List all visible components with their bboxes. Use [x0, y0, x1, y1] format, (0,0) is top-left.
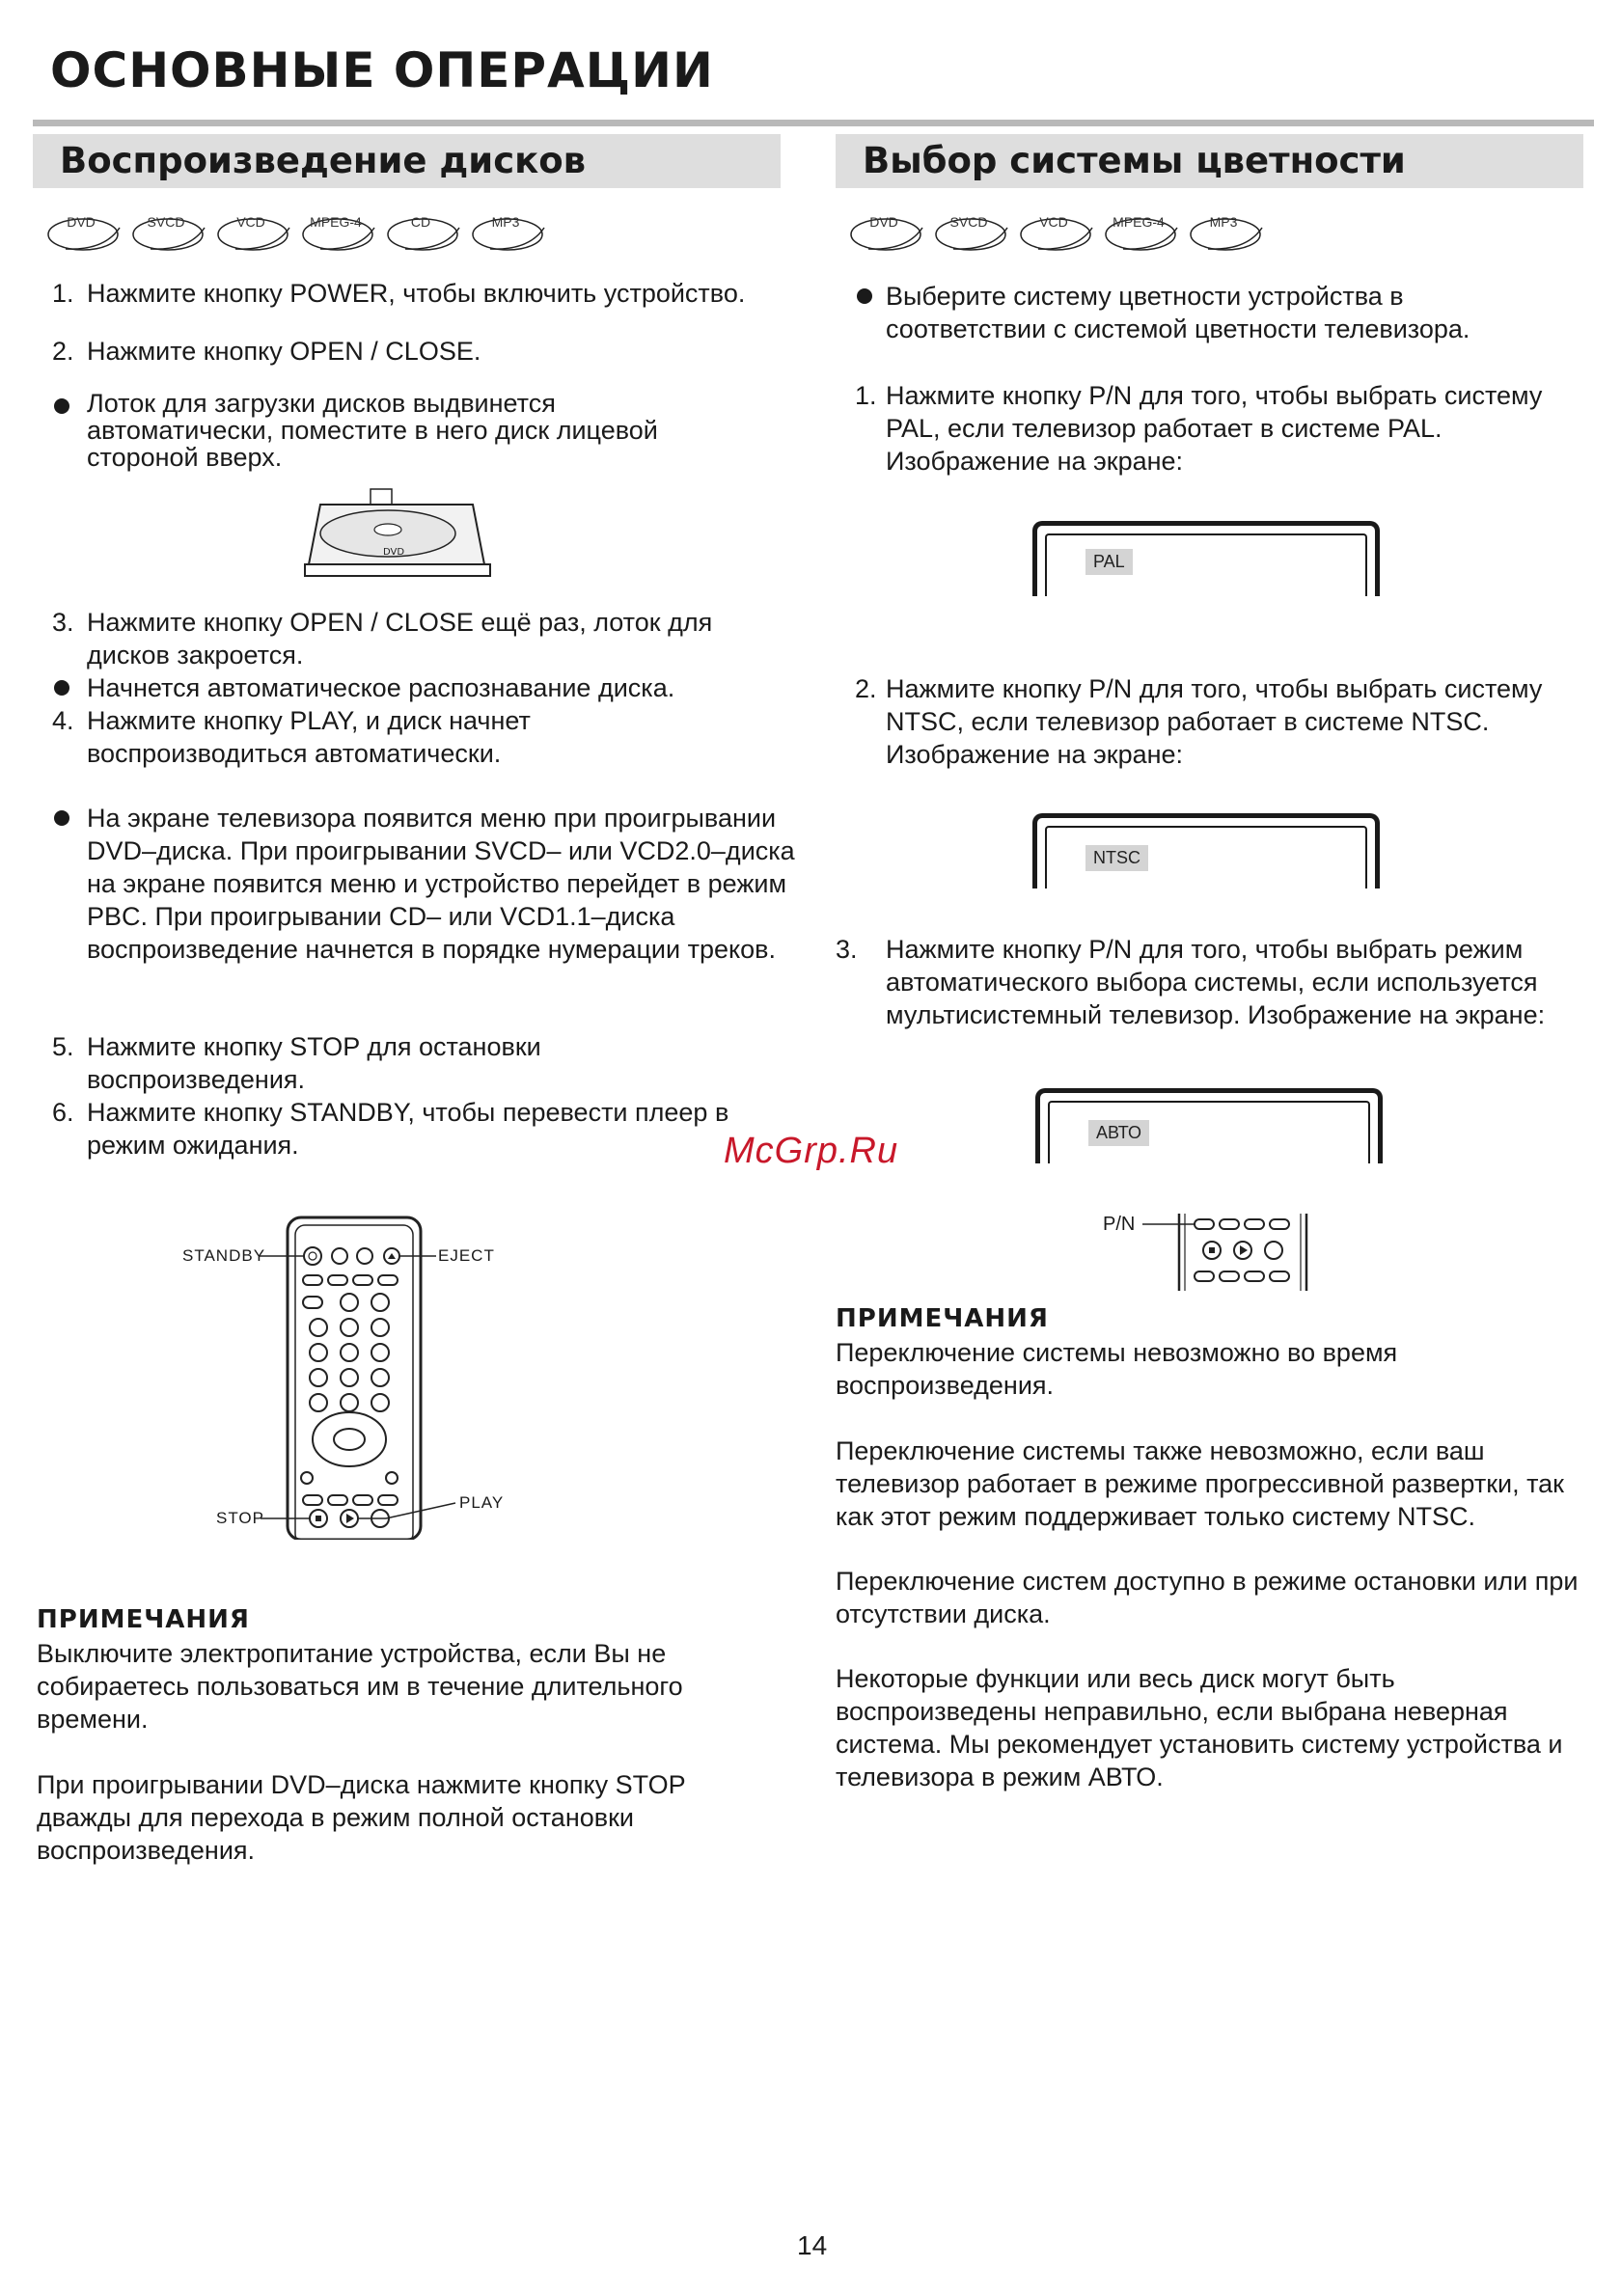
bullet-dot [54, 680, 69, 696]
disc-tray-illustration [301, 487, 494, 584]
osd-ntsc: NTSC [1085, 845, 1148, 871]
osd-auto: АВТО [1088, 1120, 1149, 1146]
step-4: 4. Нажмите кнопку PLAY, и диск начнет воспроизводиться автоматически. [52, 706, 531, 768]
right-note-1: Переключение системы невозможно во время воспроизведения. [836, 1338, 1398, 1400]
page-title: ОСНОВНЫЕ ОПЕРАЦИИ [50, 42, 714, 98]
left-note-1: Выключите электропитание устройства, если Вы не собираетесь пользоваться им в течение длительного времени. [37, 1639, 683, 1734]
tv-screen-ntsc [1032, 813, 1380, 888]
left-notes-title: ПРИМЕЧАНИЯ [37, 1605, 250, 1634]
bullet-dot [54, 398, 69, 414]
vcd-logo: VCD [216, 210, 299, 264]
pn-remote-diagram [1100, 1212, 1312, 1293]
bullet-dot [857, 288, 872, 304]
left-format-logos [46, 210, 556, 264]
mp3-logo: MP3 [1189, 210, 1272, 264]
title-divider [33, 120, 1594, 126]
mpeg4-logo: MPEG-4 [301, 210, 384, 264]
mp3-logo: MP3 [471, 210, 554, 264]
bullet-tray: Лоток для загрузки дисков выдвинется автоматически, поместите в него диск лицевой стороной вверх. [52, 390, 728, 471]
right-format-logos [849, 210, 1274, 264]
vcd-logo: VCD [1019, 210, 1102, 264]
standby-label: STANDBY [182, 1246, 266, 1265]
watermark: McGrp.Ru [724, 1131, 899, 1171]
stop-label: STOP [216, 1509, 264, 1527]
step-3: 3. Нажмите кнопку OPEN / CLOSE ещё раз, лоток для дисков закроется. [52, 608, 713, 670]
bullet-menu: На экране телевизора появится меню при проигрывании DVD–диска. При проигрывании SVCD– или VCD2.0–диска на экране появится меню и устройство перейдет в режим PBC. При проигрывании CD– или VCD1.1–диска воспроизведение начнется в порядке нумерации треков. [52, 802, 805, 966]
pn-remote-body [1100, 1212, 1312, 1293]
remote-control-diagram [174, 1212, 540, 1540]
bullet-recognition: Начнется автоматическое распознавание диска. [52, 671, 766, 704]
section-heading-playback: Воспроизведение дисков [33, 134, 781, 188]
right-note-2: Переключение системы также невозможно, если ваш телевизор работает в режиме прогрессивной развертки, так как этот режим поддерживает только систему NTSC. [836, 1436, 1564, 1531]
section-heading-color-system: Выбор системы цветности [836, 134, 1583, 188]
mpeg4-logo: MPEG-4 [1104, 210, 1187, 264]
auto-step: 3. Нажмите кнопку P/N для того, чтобы выбрать режим автоматического выбора системы, если используется мультисистемный телевизор. Изображение на экране: [836, 935, 1546, 1029]
ntsc-step: 2. Нажмите кнопку P/N для того, чтобы выбрать систему NTSC, если телевизор работает в системе NTSC. Изображение на экране: [855, 674, 1543, 769]
bullet-dot [54, 810, 69, 826]
left-note-2: При проигрывании DVD–диска нажмите кнопку STOP дважды для перехода в режим полной остановки воспроизведения. [37, 1770, 686, 1865]
right-note-3: Переключение систем доступно в режиме остановки или при отсутствии диска. [836, 1567, 1579, 1628]
svcd-logo: SVCD [131, 210, 214, 264]
osd-pal: PAL [1085, 549, 1133, 575]
right-note-4: Некоторые функции или весь диск могут быть воспроизведены неправильно, если выбрана неверная система. Мы рекомендует установить систему устройства и телевизора в режим АВТО. [836, 1664, 1563, 1791]
pal-step: 1. Нажмите кнопку P/N для того, чтобы выбрать систему PAL, если телевизор работает в системе PAL. Изображение на экране: [855, 381, 1543, 476]
play-label: PLAY [459, 1493, 505, 1512]
step-5: 5. Нажмите кнопку STOP для остановки воспроизведения. [52, 1032, 541, 1094]
tv-screen-auto [1035, 1088, 1383, 1163]
pn-label: P/N [1103, 1214, 1136, 1235]
svg-text:DVD: DVD [383, 547, 405, 558]
cd-logo: CD [386, 210, 469, 264]
page-number: 14 [797, 2230, 828, 2260]
eject-label: EJECT [438, 1246, 495, 1265]
color-system-intro: Выберите систему цветности устройства в соответствии с системой цветности телевизора. [855, 280, 1550, 345]
dvd-logo: DVD [849, 210, 932, 264]
dvd-logo: DVD [46, 210, 129, 264]
svcd-logo: SVCD [934, 210, 1017, 264]
step-2: 2. Нажмите кнопку OPEN / CLOSE. [52, 337, 481, 366]
step-6: 6. Нажмите кнопку STANDBY, чтобы перевести плеер в режим ожидания. [52, 1098, 729, 1160]
tv-screen-pal [1032, 521, 1380, 596]
right-notes-title: ПРИМЕЧАНИЯ [836, 1304, 1049, 1333]
step-1: 1. Нажмите кнопку POWER, чтобы включить устройство. [52, 279, 746, 308]
